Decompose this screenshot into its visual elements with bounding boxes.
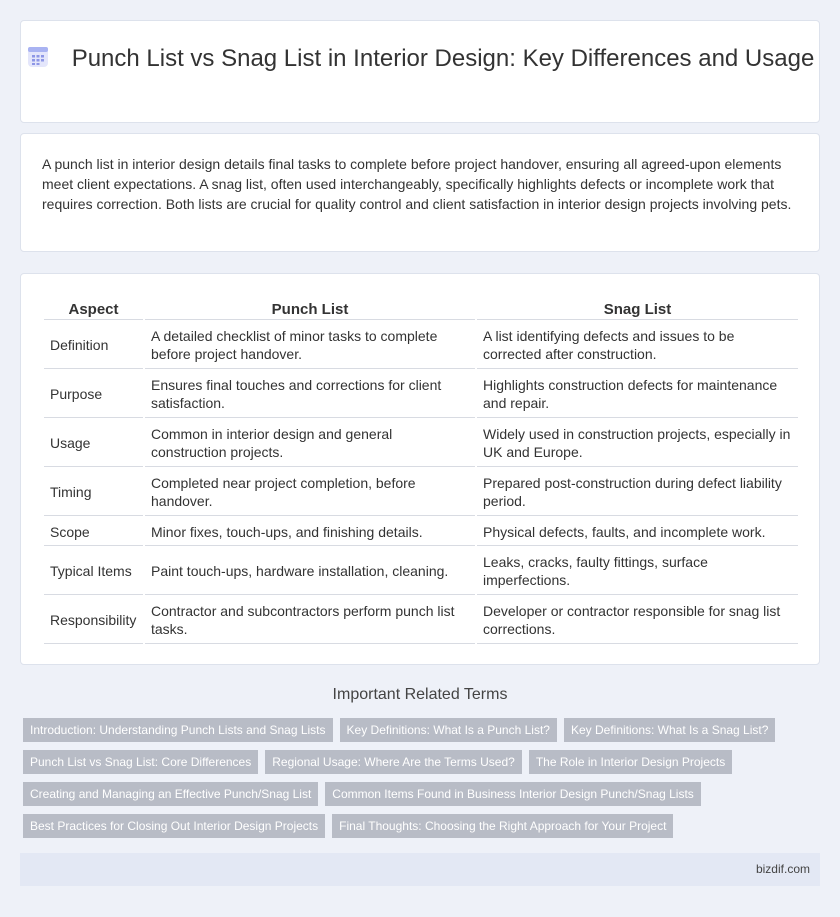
punch-cell: A detailed checklist of minor tasks to complete before project handover. bbox=[145, 322, 475, 369]
punch-cell: Common in interior design and general construction projects. bbox=[145, 420, 475, 467]
snag-cell: Widely used in construction projects, especially in UK and Europe. bbox=[477, 420, 798, 467]
aspect-cell: Timing bbox=[44, 469, 143, 516]
related-tag[interactable]: Final Thoughts: Choosing the Right Approach for Your Project bbox=[332, 814, 673, 838]
aspect-cell: Usage bbox=[44, 420, 143, 467]
aspect-cell: Purpose bbox=[44, 371, 143, 418]
snag-cell: A list identifying defects and issues to be corrected after construction. bbox=[477, 322, 798, 369]
related-tag[interactable]: Common Items Found in Business Interior Design Punch/Snag Lists bbox=[325, 782, 701, 806]
table-header-row bbox=[44, 296, 798, 320]
related-tag[interactable]: Creating and Managing an Effective Punch/Snag List bbox=[23, 782, 318, 806]
table-row bbox=[44, 469, 798, 516]
intro-paragraph: A punch list in interior design details final tasks to complete before project handover, ensuring all agreed-upon elements meet client expectations. A snag list, often used interchangeably, specifically highlights defects or incomplete work that requires correction. Both lists are crucial for quality control and client satisfaction in interior design projects involving pets. bbox=[42, 156, 792, 212]
table-row bbox=[44, 548, 798, 595]
related-tag[interactable]: Introduction: Understanding Punch Lists and Snag Lists bbox=[23, 718, 333, 742]
table-row bbox=[44, 371, 798, 418]
intro-card bbox=[20, 133, 820, 252]
page-title-wrap bbox=[21, 44, 819, 73]
related-terms-tags bbox=[23, 718, 813, 846]
punch-cell: Minor fixes, touch-ups, and finishing details. bbox=[145, 518, 475, 546]
related-tag[interactable]: Regional Usage: Where Are the Terms Used? bbox=[265, 750, 522, 774]
table-row bbox=[44, 597, 798, 644]
punch-cell: Completed near project completion, before handover. bbox=[145, 469, 475, 516]
punch-cell: Ensures final touches and corrections for client satisfaction. bbox=[145, 371, 475, 418]
aspect-cell: Scope bbox=[44, 518, 143, 546]
aspect-cell: Typical Items bbox=[44, 548, 143, 595]
snag-cell: Leaks, cracks, faulty fittings, surface imperfections. bbox=[477, 548, 798, 595]
table-row bbox=[44, 420, 798, 467]
related-tag[interactable]: Key Definitions: What Is a Punch List? bbox=[340, 718, 557, 742]
related-terms-title: Important Related Terms bbox=[332, 686, 508, 703]
related-tag[interactable]: Punch List vs Snag List: Core Differences bbox=[23, 750, 258, 774]
snag-cell: Highlights construction defects for maintenance and repair. bbox=[477, 371, 798, 418]
comparison-table-card bbox=[20, 273, 820, 665]
snag-cell: Prepared post-construction during defect liability period. bbox=[477, 469, 798, 516]
related-tag[interactable]: Key Definitions: What Is a Snag List? bbox=[564, 718, 775, 742]
footer-site-link[interactable]: bizdif.com bbox=[755, 862, 810, 876]
footer bbox=[20, 853, 820, 886]
snag-cell: Developer or contractor responsible for snag list corrections. bbox=[477, 597, 798, 644]
table-row bbox=[44, 322, 798, 369]
punch-cell: Contractor and subcontractors perform punch list tasks. bbox=[145, 597, 475, 644]
header-punch-list: Punch List bbox=[145, 296, 475, 320]
aspect-cell: Definition bbox=[44, 322, 143, 369]
page-title: Punch List vs Snag List in Interior Design: Key Differences and Usage bbox=[71, 45, 815, 72]
aspect-cell: Responsibility bbox=[44, 597, 143, 644]
grid-list-icon bbox=[26, 45, 50, 69]
related-tag[interactable]: The Role in Interior Design Projects bbox=[529, 750, 732, 774]
header-aspect: Aspect bbox=[44, 296, 143, 320]
related-tag[interactable]: Best Practices for Closing Out Interior Design Projects bbox=[23, 814, 325, 838]
table-row bbox=[44, 518, 798, 546]
header-snag-list: Snag List bbox=[477, 296, 798, 320]
comparison-table bbox=[42, 294, 800, 646]
header-card bbox=[20, 20, 820, 123]
punch-cell: Paint touch-ups, hardware installation, cleaning. bbox=[145, 548, 475, 595]
snag-cell: Physical defects, faults, and incomplete work. bbox=[477, 518, 798, 546]
